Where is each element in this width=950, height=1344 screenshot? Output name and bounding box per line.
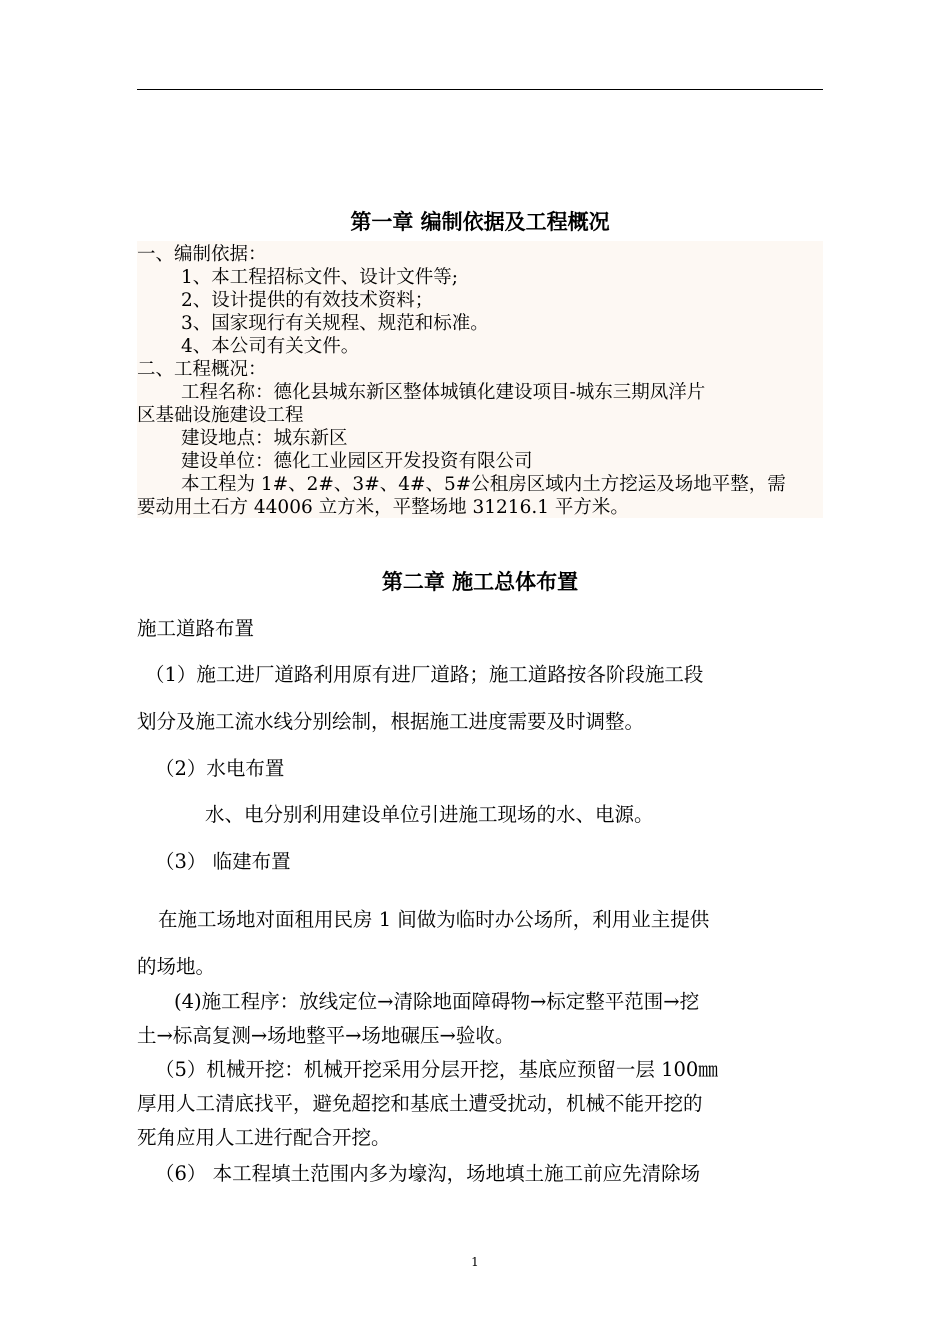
item-5-line: （5）机械开挖：机械开挖采用分层开挖，基底应预留一层 100㎜ — [155, 1058, 718, 1081]
header-rule — [137, 89, 823, 90]
basis-item: 3、国家现行有关规程、规范和标准。 — [181, 313, 489, 334]
project-name-line: 区基础设施建设工程 — [137, 405, 304, 426]
item-2-heading: （2）水电布置 — [155, 757, 285, 780]
road-heading: 施工道路布置 — [137, 617, 255, 640]
basis-heading: 一、编制依据： — [137, 244, 267, 265]
basis-item: 2、设计提供的有效技术资料； — [181, 290, 434, 311]
basis-item: 4、本公司有关文件。 — [181, 336, 360, 357]
chapter-1-title: 第一章 编制依据及工程概况 — [350, 210, 610, 234]
item-2-text: 水、电分别利用建设单位引进施工现场的水、电源。 — [205, 803, 654, 826]
item-1-line: （1）施工进厂道路利用原有进厂道路；施工道路按各阶段施工段 — [145, 663, 704, 686]
overview-heading: 二、工程概况： — [137, 359, 267, 380]
item-3-heading: （3） 临建布置 — [155, 850, 291, 873]
item-5-line: 死角应用人工进行配合开挖。 — [137, 1126, 391, 1149]
item-5-line: 厚用人工清底找平，避免超挖和基底土遭受扰动，机械不能开挖的 — [137, 1092, 703, 1115]
construction-location: 建设地点：城东新区 — [181, 428, 348, 449]
item-4-line: (4)施工程序：放线定位→清除地面障碍物→标定整平范围→挖 — [174, 990, 700, 1013]
page-number: 1 — [471, 1255, 479, 1269]
scope-line: 要动用土石方 44006 立方米，平整场地 31216.1 平方米。 — [137, 497, 629, 518]
construction-owner: 建设单位：德化工业园区开发投资有限公司 — [181, 451, 533, 472]
project-name-line: 工程名称：德化县城东新区整体城镇化建设项目-城东三期凤洋片 — [181, 382, 706, 403]
basis-item: 1、本工程招标文件、设计文件等; — [181, 267, 459, 288]
item-1-line: 划分及施工流水线分别绘制，根据施工进度需要及时调整。 — [137, 710, 645, 733]
item-4-line: 土→标高复测→场地整平→场地碾压→验收。 — [137, 1024, 515, 1047]
item-3-line: 在施工场地对面租用民房 1 间做为临时办公场所，利用业主提供 — [158, 908, 710, 931]
item-6-line: （6） 本工程填土范围内多为壕沟，场地填土施工前应先清除场 — [155, 1162, 701, 1185]
item-3-line: 的场地。 — [137, 955, 216, 978]
chapter-2-title: 第二章 施工总体布置 — [381, 570, 579, 594]
scope-line: 本工程为 1#、2#、3#、4#、5#公租房区域内土方挖运及场地平整，需 — [181, 474, 786, 495]
